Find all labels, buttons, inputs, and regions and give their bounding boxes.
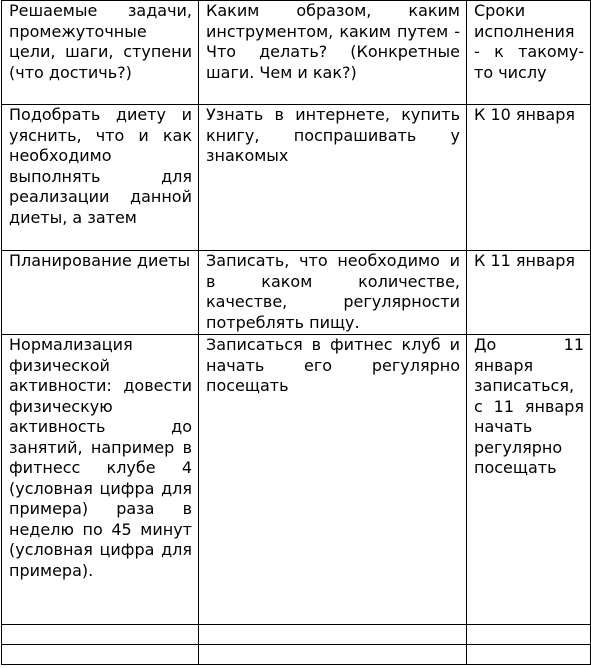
method-text: Узнать в интернете, купить книгу, поспрашивать у знакомых xyxy=(206,105,460,165)
table-row xyxy=(2,251,591,335)
task-cell xyxy=(2,625,199,645)
method-cell xyxy=(199,335,467,625)
table-row-empty xyxy=(2,645,591,665)
method-cell xyxy=(199,625,467,645)
method-cell xyxy=(199,251,467,335)
header-deadline-text: Сроки исполнения - к такому-то числу xyxy=(474,1,584,82)
table-row xyxy=(2,335,591,625)
table-row-empty xyxy=(2,625,591,645)
table-row xyxy=(2,105,591,251)
table-header-row xyxy=(2,1,591,105)
method-cell xyxy=(199,645,467,665)
task-cell xyxy=(2,251,199,335)
deadline-text: До 11 января записаться, с 11 января начать регулярно посещать xyxy=(474,335,584,477)
deadline-cell xyxy=(467,625,591,645)
planning-table xyxy=(1,0,591,665)
header-cell-method xyxy=(199,1,467,105)
deadline-text: К 10 января xyxy=(474,105,575,124)
method-text: Записаться в фитнес клуб и начать его регулярно посещать xyxy=(206,335,460,395)
task-text: Планирование диеты xyxy=(9,251,191,270)
method-cell xyxy=(199,105,467,251)
deadline-cell xyxy=(467,251,591,335)
task-cell xyxy=(2,335,199,625)
deadline-cell xyxy=(467,105,591,251)
method-text: Записать, что необходимо и в каком количестве, качестве, регулярности потреблять пищу. xyxy=(206,251,460,332)
header-tasks-text: Решаемые задачи, промежуточные цели, шаги, ступени (что достичь?) xyxy=(9,1,192,82)
deadline-text: К 11 января xyxy=(474,251,575,270)
task-cell xyxy=(2,105,199,251)
header-cell-deadline xyxy=(467,1,591,105)
header-cell-tasks xyxy=(2,1,199,105)
task-text: Подобрать диету и уяснить, что и как необходимо выполнять для реализации данной диеты, а затем xyxy=(9,105,192,227)
deadline-cell xyxy=(467,335,591,625)
header-method-text: Каким образом, каким инструментом, каким путем - Что делать? (Конкретные шаги. Чем и как?) xyxy=(206,1,460,82)
deadline-cell xyxy=(467,645,591,665)
task-text: Нормализация физической активности: довести физическую активность до занятий, например в фитнесс клубе 4 (условная цифра для примера) раза в неделю по 45 минут (условная цифра для примера). xyxy=(9,335,192,580)
task-cell xyxy=(2,645,199,665)
